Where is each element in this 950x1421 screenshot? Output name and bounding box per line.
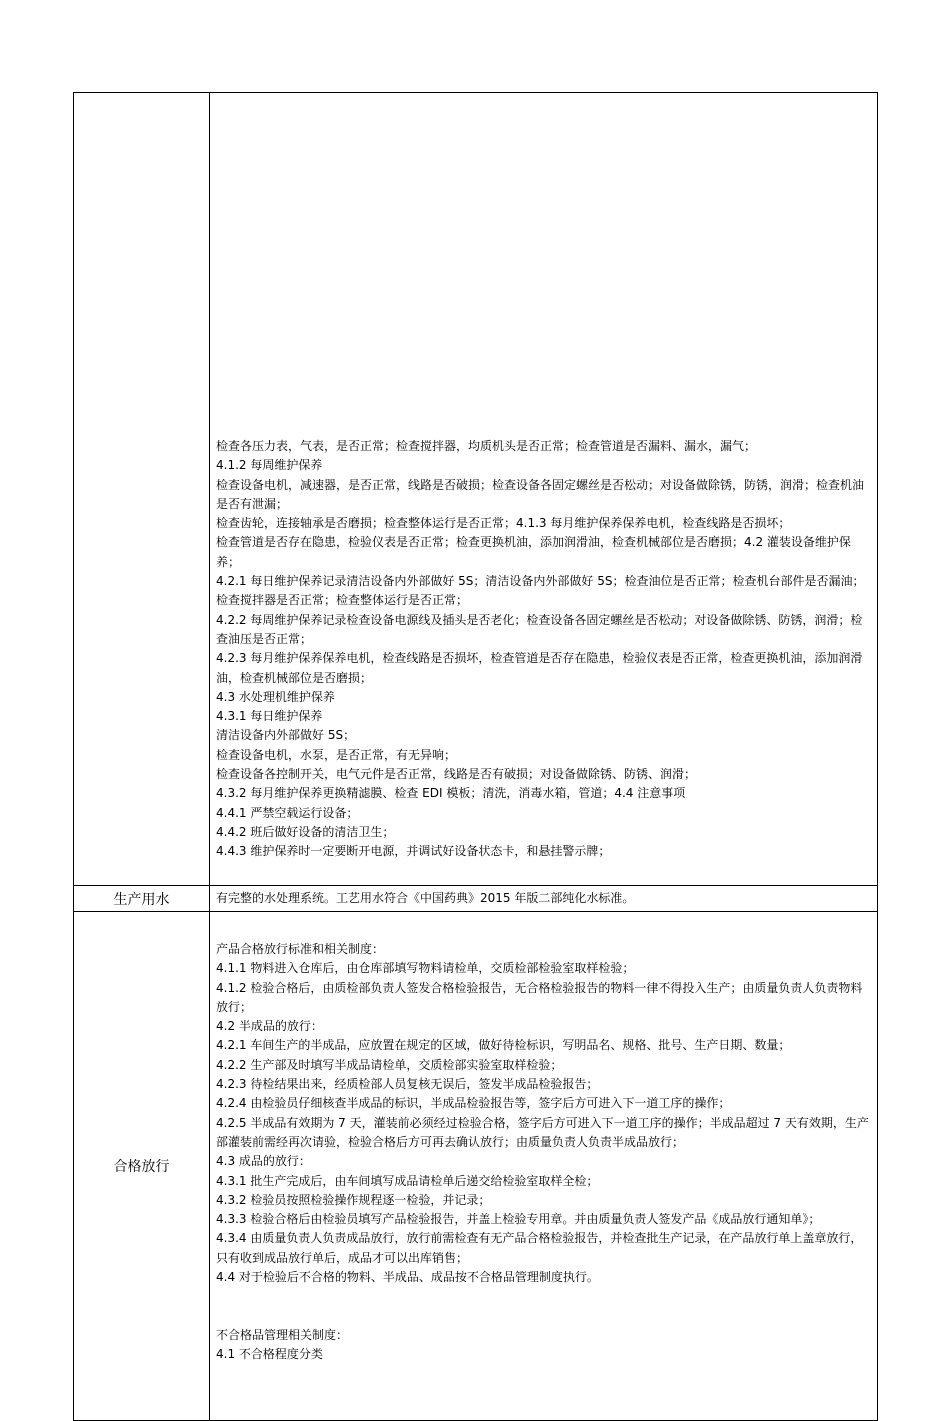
document-table bbox=[73, 92, 878, 1421]
content-line: 4.2.1 车间生产的半成品，应放置在规定的区域，做好待检标识，写明品名、规格、批号、生产日期、数量； bbox=[216, 1038, 791, 1053]
content-line: 4.2.1 每日维护保养记录清洁设备内外部做好 5S；清洁设备内外部做好 5S；检查油位是否正常；检查机台部件是否漏油；检查搅拌器是否正常；检查整体运行是否正常； bbox=[216, 574, 865, 608]
row-content-cell bbox=[210, 93, 878, 886]
content-line bbox=[216, 1287, 869, 1306]
content-line: 4.4 对于检验后不合格的物料、半成品、成品按不合格品管理制度执行。 bbox=[216, 1270, 599, 1285]
content-line: 4.3.1 批生产完成后，由车间填写成品请检单后递交给检验室取样全检； bbox=[216, 1173, 599, 1188]
content-line: 检查设备电机，水泵，是否正常，有无异响； bbox=[216, 747, 457, 762]
content-line: 4.3.4 由质量负责人负责成品放行，放行前需检查有无产品合格检验报告，并检查批生产记录，在产品放行单上盖章放行，只有收到成品放行单后，成品才可以出库销售； bbox=[216, 1231, 863, 1265]
table-row bbox=[74, 912, 878, 1421]
content-line: 4.2.5 半成品有效期为 7 天，灌装前必须经过检验合格，签字后方可进入下一道工序的操作；半成品超过 7 天有效期，生产部灌装前需经再次请验，检验合格后方可再去确认放行；由质量负责人负责半成品放行； bbox=[216, 1115, 869, 1149]
content-line: 4.1.1 物料进入仓库后，由仓库部填写物料请检单，交质检部检验室取样检验； bbox=[216, 961, 635, 976]
row-label-cell bbox=[74, 93, 210, 886]
content-line: 4.2.3 每月维护保养保养电机，检查线路是否损坏，检查管道是否存在隐患，检验仪表是否正常，检查更换机油，添加润滑油，检查机械部位是否磨损； bbox=[216, 651, 863, 685]
content-line: 4.3.2 每月维护保养更换精滤膜、检查 EDI 模板；清洗，消毒水箱，管道；4.4 注意事项 bbox=[216, 786, 686, 801]
content-line: 4.3.2 检验员按照检验操作规程逐一检验，并记录； bbox=[216, 1192, 491, 1207]
row-label-cell bbox=[74, 912, 210, 1421]
row-content-cell bbox=[210, 886, 878, 912]
content-line bbox=[216, 1307, 869, 1326]
content-line: 4.3 水处理机维护保养 bbox=[216, 689, 335, 704]
row-label: 合格放行 bbox=[113, 1159, 170, 1175]
content-line: 4.3.3 检验合格后由检验员填写产品检验报告，并盖上检验专用章。并由质量负责人签发产品《成品放行通知单》； bbox=[216, 1212, 821, 1227]
content-line: 4.1.2 检验合格后，由质检部负责人签发合格检验报告，无合格检验报告的物料一律不得投入生产；由质量负责人负责物料放行； bbox=[216, 980, 863, 1014]
content-line: 检查管道是否存在隐患，检验仪表是否正常；检查更换机油，添加润滑油，检查机械部位是否磨损；4.2 灌装设备维护保养； bbox=[216, 535, 851, 569]
content-line: 检查设备各控制开关，电气元件是否正常，线路是否有破损；对设备做除锈、防锈、润滑； bbox=[216, 767, 697, 782]
content-lines bbox=[216, 889, 869, 908]
content-line: 有完整的水处理系统。工艺用水符合《中国药典》2015 年版二部纯化水标准。 bbox=[216, 890, 635, 905]
content-line: 4.2 半成品的放行： bbox=[216, 1019, 323, 1034]
content-line: 清洁设备内外部做好 5S； bbox=[216, 728, 356, 743]
content-line: 检查齿轮，连接轴承是否磨损；检查整体运行是否正常；4.1.3 每月维护保养保养电机，检查线路是否损坏； bbox=[216, 516, 791, 531]
content-line: 4.2.4 由检验员仔细核查半成品的标识，半成品检验报告等，签字后方可进入下一道工序的操作； bbox=[216, 1096, 731, 1111]
table-row bbox=[74, 93, 878, 886]
content-line: 4.1.2 每周维护保养 bbox=[216, 458, 323, 473]
content-line: 检查各压力表，气表，是否正常；检查搅拌器，均质机头是否正常；检查管道是否漏料、漏水，漏气； bbox=[216, 439, 757, 453]
content-line: 不合格品管理相关制度： bbox=[216, 1327, 349, 1342]
content-line: 4.3.1 每日维护保养 bbox=[216, 709, 323, 724]
row-label: 生产用水 bbox=[113, 891, 170, 908]
content-line: 4.1 不合格程度分类 bbox=[216, 1347, 323, 1362]
content-lines bbox=[216, 912, 869, 1365]
content-line: 检查设备电机，减速器，是否正常，线路是否破损；检查设备各固定螺丝是否松动；对设备做除锈，防锈，润滑；检查机油是否有泄漏； bbox=[216, 477, 865, 511]
content-line: 4.2.2 每周维护保养记录检查设备电源线及插头是否老化；检查设备各固定螺丝是否松动；对设备做除锈、防锈，润滑；检查油压是否正常； bbox=[216, 612, 863, 646]
row-content-cell bbox=[210, 912, 878, 1421]
content-line: 4.3 成品的放行： bbox=[216, 1154, 311, 1169]
content-line: 4.2.3 待检结果出来，经质检部人员复核无误后，签发半成品检验报告； bbox=[216, 1077, 599, 1092]
content-line: 4.2.2 生产部及时填写半成品请检单，交质检部实验室取样检验； bbox=[216, 1057, 563, 1072]
row-label-cell bbox=[74, 886, 210, 912]
content-line: 4.4.2 班后做好设备的清洁卫生； bbox=[216, 824, 395, 839]
content-line: 产品合格放行标准和相关制度： bbox=[216, 942, 385, 956]
content-line: 4.4.1 严禁空载运行设备； bbox=[216, 805, 359, 820]
table-row bbox=[74, 886, 878, 912]
content-lines bbox=[216, 265, 869, 862]
content-line: 4.4.3 维护保养时一定要断开电源，并调试好设备状态卡，和悬挂警示牌； bbox=[216, 844, 611, 859]
